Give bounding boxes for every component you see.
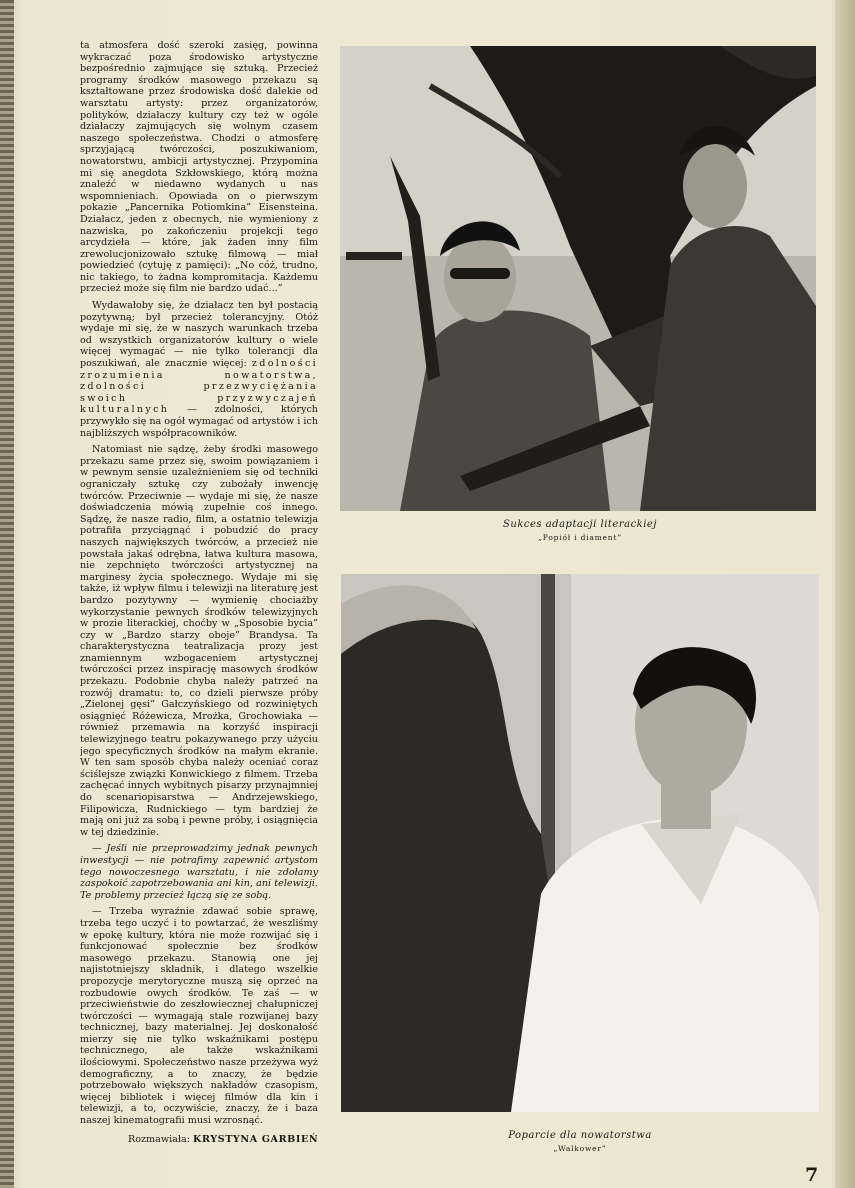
film-still-bottom [341, 574, 819, 1112]
caption-bottom-title: Poparcie dla nowatorstwa [508, 1130, 652, 1141]
byline-name: KRYSTYNA GARBIEŃ [193, 1134, 319, 1145]
article-paragraph-2 [80, 300, 318, 439]
article-text-column [80, 40, 318, 1155]
spaced-emphasis: zdolności zrozumienia nowatorstwa, zdolności przezwyciężania swoich przyzwyczajeń kulturalnych [80, 358, 318, 416]
caption-top-title: Sukces adaptacji literackiej [503, 519, 657, 530]
article-paragraph-1: ta atmosfera dość szeroki zasięg, powinna wykraczać poza środowisko artystyczne bezpośrednio zajmujące się sztuką. Przecież programy środków masowego przekazu są kształtowane przez środowiska dość dalekie od warsztatu artysty: przez organizatorów, polityków, działaczy kultury czy też w ogóle działaczy zajmujących się wolnym czasem naszego społeczeństwa. Chodzi o atmosferę sprzyjającą twórczości, poszukiwaniom, nowatorstwu, ambicji artystycznej. Przypomina mi się anegdota Szkłowskiego, którą można znaleźć w niedawno wydanych u nas wspomnieniach. Opowiada on o pierwszym pokazie „Pancernika Potiomkina” Eisensteina. Działacz, jeden z obecnych, nie wymieniony z nazwiska, po zakończeniu projekcji tego arcydzieła — które, jak żaden inny film zrewolucjonizowało sztukę filmową — miał powiedzieć (cytuję z pamięci): „No cóż, trudno, nic takiego, to żadna kompromitacja. Każdemu przecież może się film nie bardzo udać...” [80, 40, 318, 295]
paragraph-2-start: Wydawałoby się, że działacz ten był postacią pozytywną; był przecież tolerancyjny. Otóż wydaje mi się, że w naszych warunkach trzeba od wszystkich organizatorów kultury o wiele więcej wymagać — nie tylko tolerancji dla poszukiwań, ale znacznie więcej: [80, 300, 318, 370]
film-still-top [340, 46, 816, 511]
article-paragraph-5: — Trzeba wyraźnie zdawać sobie sprawę, trzeba tego uczyć i to powtarzać, że weszliśmy w epokę kultury, która nie może rozwijać się i funkcjonować społecznie bez środków masowego przekazu. Stanowią one jej najistotniejszy składnik, i dlatego wszelkie propozycje merytoryczne muszą się oprzeć na rozbudowie owych środków. Te zaś — w przeciwieństwie do zeszłowiecznej chałupniczej twórczości — wymagają stale rozwijanej bazy technicznej, bazy materialnej. Jej doskonałość mierzy się nie tylko wskaźnikami postępu technicznego, ale także wskaźnikami ilościowymi. Społeczeństwo nasze przeżywa wyż demograficzny, a to znaczy, że będzie potrzebowało większych nakładów czasopism, więcej bibliotek i więcej filmów dla kin i telewizji, a to, oczywiście, znaczy, że i baza naszej kinematografii musi wzrosnąć. [80, 906, 318, 1127]
byline [128, 1134, 318, 1145]
byline-label: Rozmawiała: [128, 1134, 190, 1145]
page-edge [835, 0, 855, 1188]
interviewer-question: — Jeśli nie przeprowadzimy jednak pewnych inwestycji — nie potrafimy zapewnić artystom tego nowoczesnego warsztatu, i nie zdołamy zaspokoić zapotrzebowania ani kin, ani telewizji. Te problemy przecież łączą się ze sobą. [80, 843, 318, 901]
page-number: 7 [805, 1164, 819, 1186]
caption-bottom-film: „Walkower” [553, 1144, 607, 1153]
caption-top [430, 519, 730, 542]
binding-edge [0, 0, 14, 1188]
caption-bottom [430, 1130, 730, 1153]
caption-top-film: „Popiół i diament” [538, 533, 622, 542]
article-paragraph-3: Natomiast nie sądzę, żeby środki masowego przekazu same przez się, swoim powiązaniem i w pewnym sensie uzależnieniem się od techniki ograniczały sztukę czy zubożały inwencję twórców. Przeciwnie — wydaje mi się, że nasze doświadczenia mówią zupełnie coś innego. Sądzę, że nasze radio, film, a ostatnio telewizja potrafiła przyciągnąć i pobudzić do pracy naszych największych twórców, a przecież nie powstała jakaś odrębna, łatwa kultura masowa, nie zepchnięto twórczości artystycznej na marginesy życia społecznego. Wydaje mi się także, iż wpływ filmu i telewizji na literaturę jest bardzo pozytywny — wymienię chociażby wykorzystanie pewnych środków telewizyjnych w prozie literackiej, choćby w „Sposobie bycia” czy w „Bardzo starzy oboje” Brandysa. Ta charakterystyczna teatralizacja prozy jest znamiennym wzbogaceniem artystycznej twórczości przez inspirację masowych środków przekazu. Podobnie chyba należy patrzeć na rozwój dramatu: to, co dzieli pierwsze próby „Zielonej gęsi” Gałczyńskiego od rozwiniętych osiągnięć Różewicza, Mrożka, Grochowiaka — również przemawia na korzyść inspiracji telewizyjnego teatru pokazywanego przy użyciu jego specyficznych środków na małym ekranie. W ten sam sposób chyba należy oceniać coraz ściślejsze związki Konwickiego z filmem. Trzeba zachęcać innych wybitnych pisarzy przynajmniej do scenariopisarstwa — Andrzejewskiego, Filipowicza, Rudnickiego — tym bardziej że mają oni już za sobą i pewne próby, i osiągnięcia w tej dziedzinie. [80, 444, 318, 838]
paragraph-2-end: — zdolności, których przywykło się na ogół wymagać od artystów i ich najbliższych współpracowników. [80, 404, 318, 439]
